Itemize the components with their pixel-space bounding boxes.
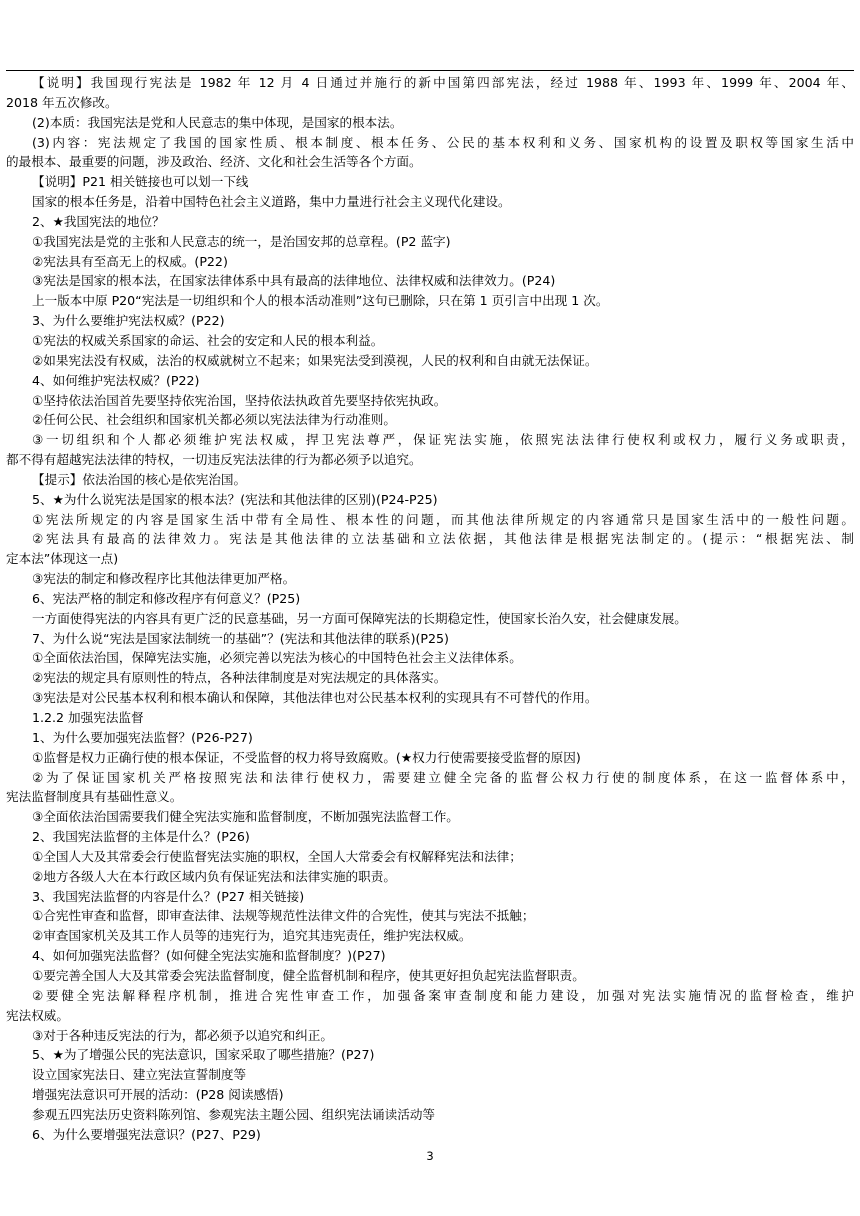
text-line: 的最根本、最重要的问题，涉及政治、经济、文化和社会生活等各个方面。 bbox=[6, 154, 422, 170]
text-line: ②地方各级人大在本行政区域内负有保证宪法和法律实施的职责。 bbox=[32, 868, 396, 884]
text-line: ②要健全宪法解释程序机制，推进合宪性审查工作，加强备案审查制度和能力建设，加强对宪法实施情况的监督检查，维护 bbox=[32, 987, 854, 1003]
question-heading: 5、★为了增强公民的宪法意识，国家采取了哪些措施？(P27) bbox=[32, 1047, 375, 1063]
question-heading: 6、为什么要增强宪法意识？(P27、P29) bbox=[32, 1126, 261, 1142]
text-line: ②宪法具有至高无上的权威。(P22) bbox=[32, 253, 228, 269]
text-line: ③一切组织和个人都必须维护宪法权威，捍卫宪法尊严，保证宪法实施，依照宪法法律行使权利或权力，履行义务或职责， bbox=[32, 432, 854, 448]
text-line: 国家的根本任务是，沿着中国特色社会主义道路，集中力量进行社会主义现代化建设。 bbox=[32, 194, 511, 210]
text-line: 都不得有超越宪法法律的特权，一切违反宪法法律的行为都必须予以追究。 bbox=[6, 452, 422, 468]
text-line: 增强宪法意识可开展的活动：(P28 阅读感悟) bbox=[32, 1087, 284, 1103]
text-line: ①要完善全国人大及其常委会宪法监督制度，健全监督机制和程序，使其更好担负起宪法监督职责。 bbox=[32, 967, 585, 983]
text-line: 宪法监督制度具有基础性意义。 bbox=[6, 789, 183, 805]
text-line: 宪法权威。 bbox=[6, 1007, 69, 1023]
question-heading: 4、如何维护宪法权威？(P22) bbox=[32, 372, 200, 388]
text-line: ②宪法的规定具有原则性的特点，各种法律制度是对宪法规定的具体落实。 bbox=[32, 670, 447, 686]
question-heading: 5、★为什么说宪法是国家的根本法？(宪法和其他法律的区别)(P24-P25) bbox=[32, 491, 438, 507]
text-line: ②任何公民、社会组织和国家机关都必须以宪法法律为行动准则。 bbox=[32, 412, 396, 428]
question-heading: 6、宪法严格的制定和修改程序有何意义？(P25) bbox=[32, 590, 301, 606]
question-heading: 2、我国宪法监督的主体是什么？(P26) bbox=[32, 829, 250, 845]
question-heading: 7、为什么说“宪法是国家法制统一的基础”？(宪法和其他法律的联系)(P25) bbox=[32, 630, 449, 646]
text-line: 定本法”体现这一点) bbox=[6, 551, 119, 567]
text-line: ①宪法的权威关系国家的命运、社会的安定和人民的根本利益。 bbox=[32, 332, 384, 348]
section-heading: 1.2.2 加强宪法监督 bbox=[32, 710, 144, 725]
text-line: 2018 年五次修改。 bbox=[6, 94, 118, 110]
text-line: ①全面依法治国，保障宪法实施，必须完善以宪法为核心的中国特色社会主义法律体系。 bbox=[32, 650, 522, 666]
text-line: ②审查国家机关及其工作人员等的违宪行为，追究其违宪责任，维护宪法权威。 bbox=[32, 928, 472, 944]
text-line: ③全面依法治国需要我们健全宪法实施和监督制度，不断加强宪法监督工作。 bbox=[32, 809, 459, 825]
text-line: 设立国家宪法日、建立宪法宣誓制度等 bbox=[32, 1067, 247, 1083]
page-number: 3 bbox=[426, 1149, 434, 1163]
text-line: ①坚持依法治国首先要坚持依宪治国，坚持依法执政首先要坚持依宪执政。 bbox=[32, 392, 447, 408]
text-line: ①宪法所规定的内容是国家生活中带有全局性、根本性的问题，而其他法律所规定的内容通常只是国家生活中的一般性问题。 bbox=[32, 511, 854, 527]
text-line: ②如果宪法没有权威，法治的权威就树立不起来；如果宪法受到漠视，人民的权利和自由就无法保证。 bbox=[32, 352, 598, 368]
text-line: 【说明】P21 相关链接也可以划一下线 bbox=[32, 174, 249, 190]
text-line: ①全国人大及其常委会行使监督宪法实施的职权，全国人大常委会有权解释宪法和法律； bbox=[32, 848, 522, 864]
question-heading: 4、如何加强宪法监督？(如何健全宪法实施和监督制度？)(P27) bbox=[32, 948, 386, 964]
text-line: 上一版本中原 P20“宪法是一切组织和个人的根本活动准则”这句已删除，只在第 1 页引言中出现 1 次。 bbox=[32, 293, 609, 309]
text-line: 一方面使得宪法的内容具有更广泛的民意基础，另一方面可保障宪法的长期稳定性，使国家长治久安，社会健康发展。 bbox=[32, 610, 687, 626]
text-line: ③宪法是国家的根本法，在国家法律体系中具有最高的法律地位、法律权威和法律效力。(P24) bbox=[32, 273, 556, 289]
text-line: ②宪法具有最高的法律效力。宪法是其他法律的立法基础和立法依据，其他法律是根据宪法制定的。(提示：“根据宪法、制 bbox=[32, 531, 854, 547]
text-line: (3)内容：宪法规定了我国的国家性质、根本制度、根本任务、公民的基本权利和义务、国家机构的设置及职权等国家生活中 bbox=[32, 134, 854, 150]
text-line: (2)本质：我国宪法是党和人民意志的集中体现，是国家的根本法。 bbox=[32, 114, 403, 130]
question-heading: 3、我国宪法监督的内容是什么？(P27 相关链接) bbox=[32, 888, 305, 904]
text-line: 参观五四宪法历史资料陈列馆、参观宪法主题公园、组织宪法诵读活动等 bbox=[32, 1106, 435, 1122]
header-rule bbox=[6, 70, 854, 71]
document-body bbox=[6, 73, 854, 1145]
text-line: ②为了保证国家机关严格按照宪法和法律行使权力，需要建立健全完备的监督公权力行使的制度体系，在这一监督体系中， bbox=[32, 769, 854, 785]
text-line: 【提示】依法治国的核心是依宪治国。 bbox=[32, 471, 247, 487]
text-line: ①我国宪法是党的主张和人民意志的统一，是治国安邦的总章程。(P2 蓝字) bbox=[32, 233, 451, 249]
text-line: ③宪法的制定和修改程序比其他法律更加严格。 bbox=[32, 571, 296, 587]
text-line: ③宪法是对公民基本权利和根本确认和保障，其他法律也对公民基本权利的实现具有不可替代的作用。 bbox=[32, 690, 598, 706]
question-heading: 3、为什么要维护宪法权威？(P22) bbox=[32, 313, 225, 329]
text-line: 【说明】我国现行宪法是 1982 年 12 月 4 日通过并施行的新中国第四部宪法，经过 1988 年、1993 年、1999 年、2004 年、 bbox=[32, 75, 854, 90]
text-line: ③对于各种违反宪法的行为，都必须予以追究和纠正。 bbox=[32, 1027, 333, 1043]
question-heading: 1、为什么要加强宪法监督？(P26-P27) bbox=[32, 729, 253, 745]
text-line: ①合宪性审查和监督，即审查法律、法规等规范性法律文件的合宪性，使其与宪法不抵触； bbox=[32, 908, 535, 924]
text-line: ①监督是权力正确行使的根本保证，不受监督的权力将导致腐败。(★权力行使需要接受监督的原因) bbox=[32, 749, 581, 765]
question-heading: 2、★我国宪法的地位？ bbox=[32, 213, 165, 229]
